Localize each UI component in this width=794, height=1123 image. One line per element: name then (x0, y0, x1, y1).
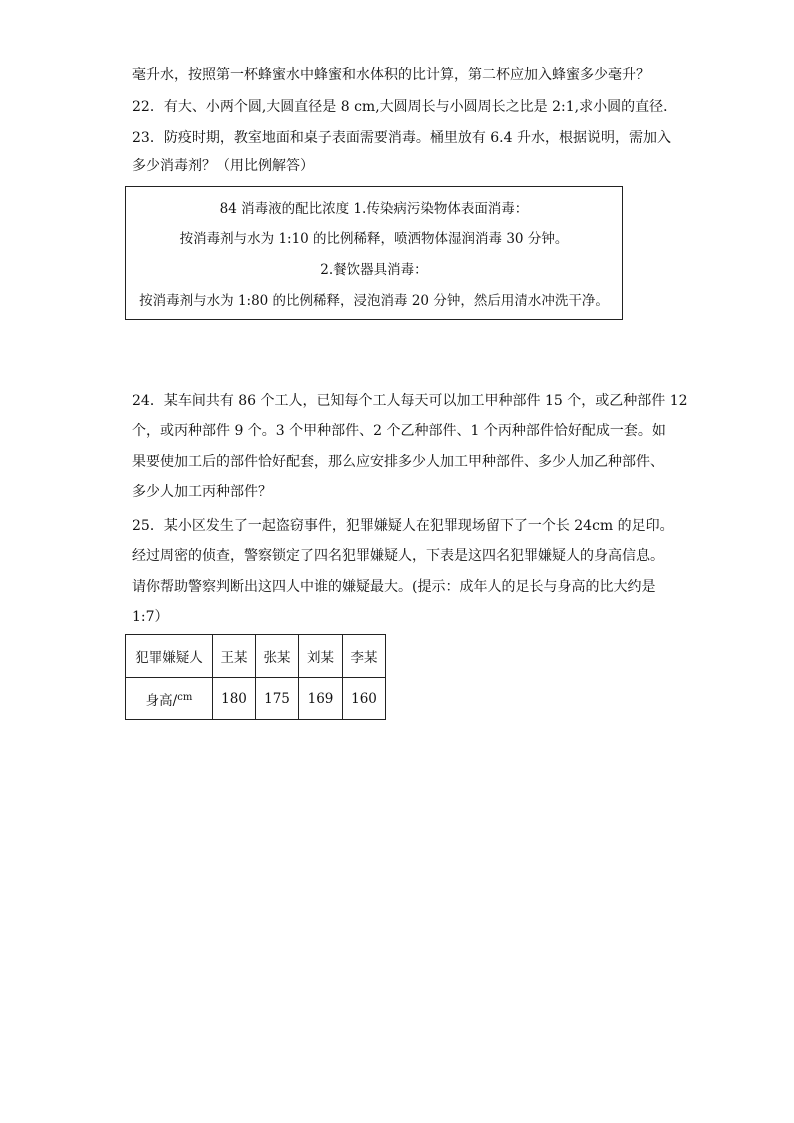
table-cell: 张某 (256, 635, 299, 678)
box-line: 2.餐饮器具消毒： (320, 262, 428, 278)
question-23-cont: 多少消毒剂？（用比例解答） (132, 158, 314, 174)
table-row (126, 678, 386, 720)
question-23: 23．防疫时期，教室地面和桌子表面需要消毒。桶里放有 6.4 升水，根据说明，需加入 (132, 130, 671, 146)
table-cell: 175 (256, 678, 299, 720)
text-line: 毫升水，按照第一杯蜂蜜水中蜂蜜和水体积的比计算，第二杯应加入蜂蜜多少毫升？ (132, 67, 650, 83)
table-cell: 160 (343, 678, 386, 720)
table-cell: 169 (299, 678, 343, 720)
disinfectant-instructions-box (125, 186, 623, 320)
question-25-cont: 1:7） (132, 609, 169, 625)
table-cell: 李某 (343, 635, 386, 678)
box-line: 按消毒剂与水为 1:10 的比例稀释，喷洒物体湿润消毒 30 分钟。 (179, 231, 569, 247)
suspect-height-table (125, 634, 386, 720)
question-22: 22．有大、小两个圆,大圆直径是 8 cm,大圆周长与小圆周长之比是 2:1,求小圆的直径． (132, 99, 678, 115)
row-label: 身高/ (145, 692, 178, 709)
box-line: 按消毒剂与水为 1:80 的比例稀释，浸泡消毒 20 分钟，然后用清水冲洗干净。 (139, 293, 609, 309)
box-line: 84 消毒液的配比浓度 1.传染病污染物体表面消毒： (219, 201, 529, 217)
table-row (126, 635, 386, 678)
table-cell: 180 (213, 678, 256, 720)
question-25: 25．某小区发生了一起盗窃事件，犯罪嫌疑人在犯罪现场留下了一个长 24cm 的足印。 (132, 518, 674, 534)
question-24-cont: 个，或丙种部件 9 个。3 个甲种部件、2 个乙种部件、1 个丙种部件恰好配成一套。如 (132, 423, 666, 439)
question-24-cont: 多少人加工丙种部件？ (132, 484, 272, 500)
question-25-cont: 经过周密的侦查，警察锁定了四名犯罪嫌疑人，下表是这四名犯罪嫌疑人的身高信息。 (132, 548, 664, 564)
table-cell: 王某 (213, 635, 256, 678)
question-24-cont: 果要使加工后的部件恰好配套，那么应安排多少人加工甲种部件、多少人加乙种部件、 (132, 454, 664, 470)
table-cell: 刘某 (299, 635, 343, 678)
table-header-cell: 犯罪嫌疑人 (126, 635, 213, 678)
table-header-cell (126, 678, 213, 720)
question-24: 24．某车间共有 86 个工人，已知每个工人每天可以加工甲种部件 15 个，或乙种部件 12 (132, 393, 688, 409)
unit-label: cm (177, 691, 193, 703)
question-25-cont: 请你帮助警察判断出这四人中谁的嫌疑最大。(提示：成年人的足长与身高的比大约是 (132, 579, 656, 595)
